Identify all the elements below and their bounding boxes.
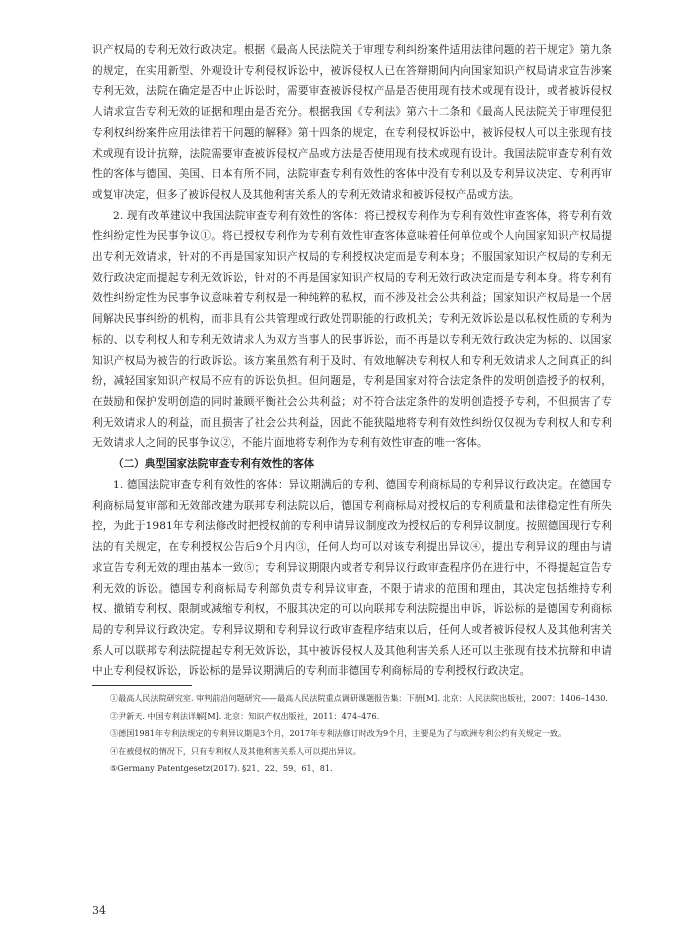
body-paragraph-3: 1. 德国法院审查专利有效性的客体：异议期满后的专利、德国专利商标局的专利异议行政决定。在德国专利商标局复审部和无效部改建为联邦专利法院以后，德国专利商标局对授权后的专利质量和法律稳定性有所失控，为此于1981年专利法修改时把授权前的专利申请异议制度改为授权后的专利异议制度。按照德国现行专利法的有关规定，在专利授权公告后9个月内③，任何人均可以对该专利提出异议④，提出专利异议的理由与请求宣告专利无效的理由基本一致⑤；专利异议期限内或者专利异议行政审查程序仍在进行中，不得提起宣告专利无效的诉讼。德国专利商标局专利部负责专利异议审查，不限于请求的范围和理由，其决定包括维持专利权、撤销专利权、限制或减缩专利权，不服其决定的可以向联邦专利法院提出申诉，诉讼标的是德国专利商标局的专利异议行政决定。专利异议期和专利异议行政审查程序结束以后，任何人或者被诉侵权人及其他利害关系人可以联邦专利法院提起专利无效诉讼，其中被诉侵权人及其他利害关系人还可以主张现有技术抗辩和申请中止专利侵权诉讼，诉讼标的是异议期满后的专利而非德国专利商标局的专利授权行政决定。 xyxy=(92,479,612,678)
footnote-1: ①最高人民法院研究室. 审判前沿问题研究——最高人民法院重点调研课题报告集：下册[M]. 北京：人民法院出版社，2007：1406–1430. xyxy=(110,693,608,704)
footnote-4: ④在被侵权的情况下，只有专利权人及其他利害关系人可以提出异议。 xyxy=(110,745,361,756)
page-number: 34 xyxy=(92,904,106,917)
page-body xyxy=(92,40,612,778)
body-paragraph-1: 识产权局的专利无效行政决定。根据《最高人民法院关于审理专利纠纷案件适用法律问题的若干规定》第九条的规定，在实用新型、外观设计专利侵权诉讼中，被诉侵权人已在答辩期间内向国家知识产权局请求宣告涉案专利无效，法院在确定是否中止诉讼时，需要审查被诉侵权产品是否使用现有技术或现有设计，或者被诉侵权人请求宣告专利无效的证据和理由是否充分。根据我国《专利法》第六十二条和《最高人民法院关于审理侵犯专利权纠纷案件应用法律若干问题的解释》第十四条的规定，在专利侵权诉讼中，被诉侵权人可以主张现有技术或现有设计抗辩，法院需要审查被诉侵权产品或方法是否使用现有技术或现有设计。我国法院审查专利有效性的客体与德国、美国、日本有所不同，法院审查专利有效性的客体中没有专利以及专利异议决定、专利再审或复审决定，但多了被诉侵权人及其他利害关系人的专利无效请求和被诉侵权产品或方法。 xyxy=(92,44,612,201)
footnotes xyxy=(92,690,612,778)
body-paragraph-2: 2. 现有改革建议中我国法院审查专利有效性的客体：将已授权专利作为专利有效性审查客体，将专利有效性纠纷定性为民事争议①。将已授权专利作为专利有效性审查客体意味着任何单位或个人向国家知识产权局提出专利无效请求，针对的不再是国家知识产权局的专利授权决定而是专利本身；不服国家知识产权局的专利无效行政决定而提起专利无效诉讼，针对的不再是国家知识产权局的专利无效行政决定而是专利本身。将专利有效性纠纷定性为民事争议意味着专利权是一种纯粹的私权，而不涉及社会公共利益；国家知识产权局是一个居间解决民事纠纷的机构，而非具有公共管理或行政处罚职能的行政机关；专利无效诉讼是以私权性质的专利为标的、以专利权人和专利无效请求人为双方当事人的民事诉讼，而不再是以专利无效行政决定为标的、以国家知识产权局为被告的行政诉讼。该方案虽然有利于及时、有效地解决专利权人和专利无效请求人之间真正的纠纷，减轻国家知识产权局不应有的诉讼负担。但问题是，专利是国家对符合法定条件的发明创造授予的权利，在鼓励和保护发明创造的同时兼顾平衡社会公共利益；对不符合法定条件的发明创造授予专利，不但损害了专利无效请求人的利益，而且损害了社会公共利益，因此不能狭隘地将专利有效性纠纷仅仅视为专利权人和专利无效请求人之间的民事争议②，不能片面地将专利作为专利有效性审查的唯一客体。 xyxy=(92,209,612,450)
footnote-2: ②尹新天. 中国专利法详解[M]. 北京：知识产权出版社，2011：474–476. xyxy=(110,710,380,721)
footnote-divider xyxy=(92,685,192,686)
footnote-3: ③德国1981年专利法规定的专利异议期是3个月，2017年专利法修订时改为9个月，主要是为了与欧洲专利公约有关规定一致。 xyxy=(110,728,567,739)
section-heading: （二）典型国家法院审查专利有效性的客体 xyxy=(113,458,315,471)
footnote-5: ⑤Germany Patentgesetz(2017). §21、22、59、61、81. xyxy=(110,763,333,774)
